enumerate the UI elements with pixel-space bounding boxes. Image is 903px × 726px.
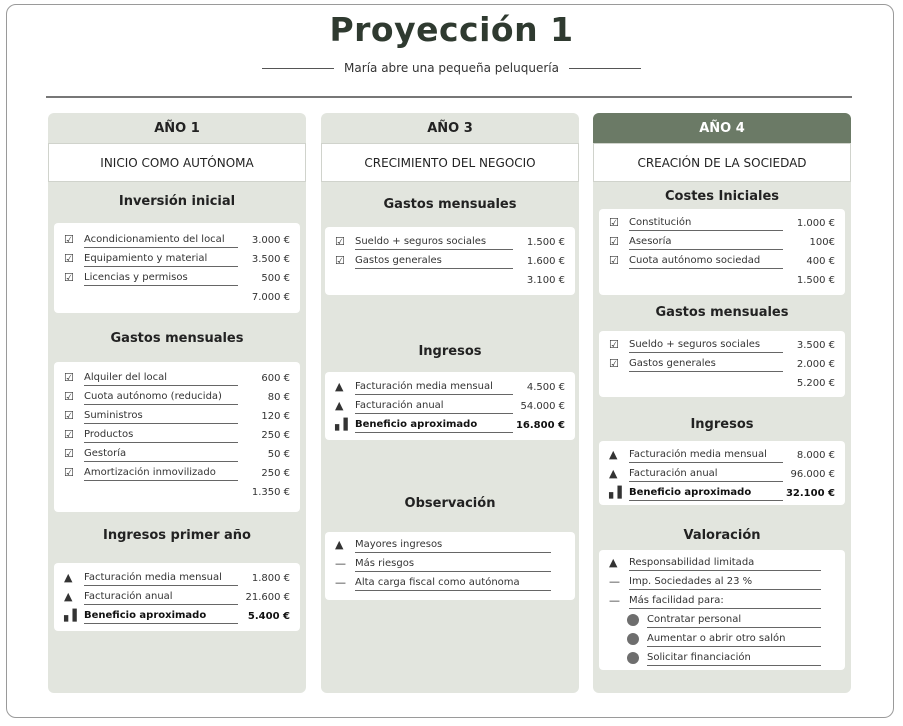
column-stage-label: CREACIÓN DE LA SOCIEDAD [593,143,851,182]
list-item: ☑ Gestoría 50 € [64,447,290,460]
list-item: ☑ Sueldo + seguros sociales 3.500 € [609,338,835,351]
section-title-ingresos: Ingresos [690,417,754,432]
card-gastos [599,331,845,397]
dash-icon: — [335,576,346,589]
subtitle-row [0,60,903,76]
list-item: — Más riesgos [335,553,565,572]
total-row: 1.350 € [251,487,290,498]
list-item: ☑ Cuota autónomo (reducida) 80 € [64,390,290,403]
subtitle-rule-left [262,68,334,69]
card-ingresos [599,441,845,505]
list-item: ☑ Constitución 1.000 € [609,216,835,229]
section-title-ingresos: Ingresos [418,344,482,359]
section-title-ingresos: Ingresos primer año [103,528,251,543]
dot-icon [627,652,647,666]
warning-icon: ▲ [335,399,344,412]
card-valoracion [599,550,845,670]
section-title-costes: Costes Iniciales [665,189,779,204]
list-item: — Más facilidad para: [609,590,835,609]
card-ingresos [325,372,575,440]
section-title-gastos: Gastos mensuales [383,197,517,212]
check-icon: ☑ [64,428,74,441]
section-title-inversion: Inversión inicial [118,194,236,209]
list-item: ▲ Facturación anual 54.000 € [335,399,565,412]
section-title-gastos: Gastos mensuales [655,305,789,320]
total-row: 1.500 € [796,275,835,286]
check-icon: ☑ [64,466,74,479]
column-stage-label: CRECIMIENTO DEL NEGOCIO [321,143,579,182]
column-stage-label: INICIO COMO AUTÓNOMA [48,143,306,182]
card-gastos [54,362,300,512]
page-title: Proyección 1 [329,10,574,49]
list-item: Solicitar financiación [609,647,835,666]
check-icon: ☑ [64,271,74,284]
check-icon: ☑ [609,235,619,248]
list-item: ☑ Gastos generales 1.600 € [335,254,565,267]
column-year-label: AÑO 4 [593,113,851,143]
list-item: — Alta carga fiscal como autónoma [335,572,565,591]
card-gastos [325,227,575,295]
dash-icon: — [335,557,346,570]
list-item: ☑ Amortización inmovilizado 250 € [64,466,290,479]
check-icon: ☑ [64,252,74,265]
list-item: ☑ Alquiler del local 600 € [64,371,290,384]
warning-icon: ▲ [64,590,73,603]
check-icon: ☑ [335,254,345,267]
list-item: ▲ Facturación anual 21.600 € [64,590,290,603]
warning-icon: ▲ [609,556,618,569]
warning-icon: ▲ [609,448,618,461]
list-item: ▲ Facturación media mensual 8.000 € [609,448,835,461]
list-item: ▲ Facturación anual 96.000 € [609,467,835,480]
section-title-gastos: Gastos mensuales [110,331,244,346]
warning-icon: ▲ [335,380,344,393]
check-icon: ☑ [64,409,74,422]
list-item: ▲ Facturación media mensual 4.500 € [335,380,565,393]
column-year-3 [321,113,579,693]
list-item: ☑ Gastos generales 2.000 € [609,357,835,370]
check-icon: ☑ [609,357,619,370]
header-divider [46,96,852,98]
list-item: ☑ Acondicionamiento del local 3.000 € [64,233,290,246]
card-observacion [325,532,575,600]
check-icon: ☑ [64,390,74,403]
list-item: ☑ Sueldo + seguros sociales 1.500 € [335,235,565,248]
dot-icon [627,633,647,647]
list-item: Contratar personal [609,609,835,628]
total-row: 7.000 € [251,292,290,303]
check-icon: ☑ [609,216,619,229]
section-title-observacion: Observación [404,496,496,511]
card-costes [599,209,845,295]
list-item: ☑ Equipamiento y material 3.500 € [64,252,290,265]
card-ingresos [54,563,300,631]
total-row: 3.100 € [526,275,565,286]
check-icon: ☑ [64,447,74,460]
list-item: ▲ Facturación media mensual 1.800 € [64,571,290,584]
section-title-valoracion: Valoración [683,528,761,543]
bar-chart-icon: ▖▌ [335,418,352,431]
dot-icon [627,614,647,628]
check-icon: ☑ [335,235,345,248]
subtitle-rule-right [569,68,641,69]
page-subtitle: María abre una pequeña peluquería [344,61,559,75]
dash-icon: — [609,575,620,588]
column-year-4 [593,113,851,693]
list-item: ▖▌ Beneficio aproximado 32.100 € [609,486,835,499]
list-item: ▖▌ Beneficio aproximado 5.400 € [64,609,290,622]
list-item: — Imp. Sociedades al 23 % [609,571,835,590]
warning-icon: ▲ [609,467,618,480]
column-year-label: AÑO 1 [154,120,200,136]
column-year-1 [48,113,306,693]
list-item: ☑ Productos 250 € [64,428,290,441]
list-item: ☑ Licencias y permisos 500 € [64,271,290,284]
list-item: ☑ Cuota autónomo sociedad 400 € [609,254,835,267]
dash-icon: — [609,594,620,607]
list-item: ☑ Asesoría 100€ [609,235,835,248]
bar-chart-icon: ▖▌ [64,609,81,622]
card-inversion [54,223,300,313]
list-item: ▲ Responsabilidad limitada [609,552,835,571]
list-item: Aumentar o abrir otro salón [609,628,835,647]
check-icon: ☑ [609,338,619,351]
list-item: ▲ Mayores ingresos [335,534,565,553]
check-icon: ☑ [609,254,619,267]
column-year-label: AÑO 3 [427,120,473,136]
total-row: 5.200 € [796,378,835,389]
warning-icon: ▲ [335,538,344,551]
check-icon: ☑ [64,233,74,246]
list-item: ☑ Suministros 120 € [64,409,290,422]
bar-chart-icon: ▖▌ [609,486,626,499]
warning-icon: ▲ [64,571,73,584]
check-icon: ☑ [64,371,74,384]
list-item: ▖▌ Beneficio aproximado 16.800 € [335,418,565,431]
